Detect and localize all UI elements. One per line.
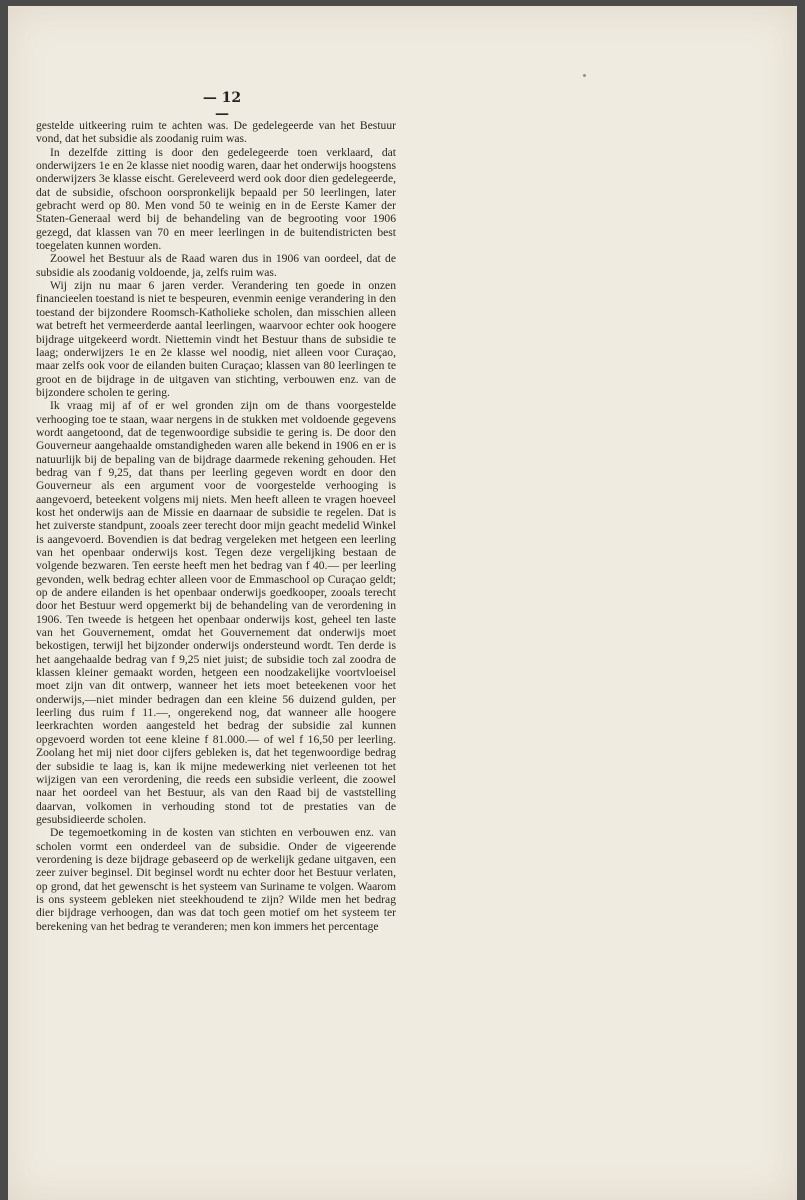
paragraph: Wij zijn nu maar 6 jaren verder. Verandering ten goede in onzen financieelen toestand is niet te bespeuren, evenmin eenige verandering in den toestand der bijzondere Roomsch-Katholieke scholen, dan misschien alleen wat betreft het vermeerderde aantal leerlingen, waarvoor echter ook hoogere bijdrage uitgekeerd wordt. Niettemin vindt het Bestuur thans de subsidie te laag; onderwijzers 1e en 2e klasse wel noodig, niet alleen voor Curaçao, maar zelfs ook voor de eilanden buiten Curaçao; klassen van 80 leerlingen te groot en de bijdrage in de uitgaven van stichting, verbouwen enz. van de bijzondere scholen te gering.: [36, 279, 396, 399]
paragraph: gestelde uitkeering ruim te achten was. De gedelegeerde van het Bestuur vond, dat het subsidie als zoodanig ruim was.: [36, 119, 396, 146]
paper-speck: [583, 74, 586, 77]
paragraph: In dezelfde zitting is door den gedelegeerde toen verklaard, dat onderwijzers 1e en 2e klasse niet noodig waren, daar het onderwijs hoogstens onderwijzers 3e klasse eischt. Gereleveerd werd ook door dien gedelegeerde, dat de subsidie, ofschoon oorspronkelijk bepaald per 50 leerlingen, later gebracht werd op 80. Men vond 50 te weinig en in de Eerste Kamer der Staten-Generaal werd bij de behandeling van de begrooting voor 1906 gezegd, dat klassen van 70 en meer leerlingen in de buitendistricten best toegelaten kunnen worden.: [36, 145, 396, 253]
body-text: [36, 119, 396, 933]
paragraph: Ik vraag mij af of er wel gronden zijn om de thans voorgestelde verhooging toe te staan, waar nergens in de stukken met voldoende gegevens wordt aangetoond, dat de tegenwoordige subsidie te gering is. De door den Gouverneur aangehaalde omstandigheden waren alle bekend in 1906 en er is natuurlijk bij de bepaling van de bijdrage daarmede rekening gehouden. Het bedrag van f 9,25, dat thans per leerling gegeven wordt en door den Gouverneur als een argument voor de voorgestelde verhooging is aangevoerd, beteekent volgens mij niets. Men heeft alleen te vragen hoeveel kost het onderwijs aan de Missie en daarnaar de subsidie te regelen. Dat is het zuiverste standpunt, zooals zeer terecht door mijn geacht medelid Winkel is aangevoerd. Bovendien is dat bedrag vergeleken met hetgeen een leerling van het openbaar onderwijs kost. Tegen deze vergelijking bestaan de volgende bezwaren. Ten eerste heeft men het bedrag van f 40.— per leerling gevonden, welk bedrag echter alleen voor de Emmaschool op Curaçao geldt; op de andere eilanden is het openbaar onderwijs goedkooper, zooals terecht door het Bestuur werd opgemerkt bij de behandeling van de verordening in 1906. Ten tweede is hetgeen het openbaar onderwijs kost, geheel ten laste van het Gouvernement, omdat het Gouvernement dat onderwijs moet bekostigen, terwijl het bijzonder onderwijs ondersteund wordt. Ten derde is het aangehaalde bedrag van f 9,25 niet juist; de subsidie toch zal zoodra de klassen kleiner gemaakt worden, hetgeen een noodzakelijke voortvloeisel moet zijn van dit ontwerp, wanneer het iets moet beteekenen voor het onderwijs,—niet minder bedragen dan een kleine 56 duizend gulden, per leerling dus ruim f 11.—, ongerekend nog, dat wanneer alle hoogere leerkrachten worden aangesteld het bedrag der subsidie zal kunnen opgevoerd worden tot eene kleine f 81.000.— of wel f 16,50 per leerling. Zoolang het mij niet door cijfers gebleken is, dat het tegenwoordige bedrag der subsidie te laag is, kan ik mijne medewerking niet verleenen tot het wijzigen van een verordening, die reeds een subsidie verleent, die zoowel naar het oordeel van het Bestuur, als van den Raad bij de vaststelling daarvan, volkomen in verhouding stond tot de prestaties van de gesubsidieerde scholen.: [36, 399, 396, 826]
paragraph: Zoowel het Bestuur als de Raad waren dus in 1906 van oordeel, dat de subsidie als zoodanig voldoende, ja, zelfs ruim was.: [36, 252, 396, 279]
paragraph: De tegemoetkoming in de kosten van stichten en verbouwen enz. van scholen vormt een onderdeel van de subsidie. Onder de vigeerende verordening is deze bijdrage gebaseerd op de werkelijk gedane uitgaven, een zeer zuiver beginsel. Dit beginsel wordt nu echter door het Bestuur verlaten, op grond, dat het gewenscht is het systeem van Suriname te volgen. Waarom is ons systeem gebleken niet steekhoudend te zijn? Wilde men het bedrag dier bijdrage verhoogen, dan was dat toch geen motief om het systeem ter berekening van het bedrag te veranderen; men kon immers het percentage: [36, 826, 396, 933]
page-number: — 12 —: [202, 90, 242, 122]
